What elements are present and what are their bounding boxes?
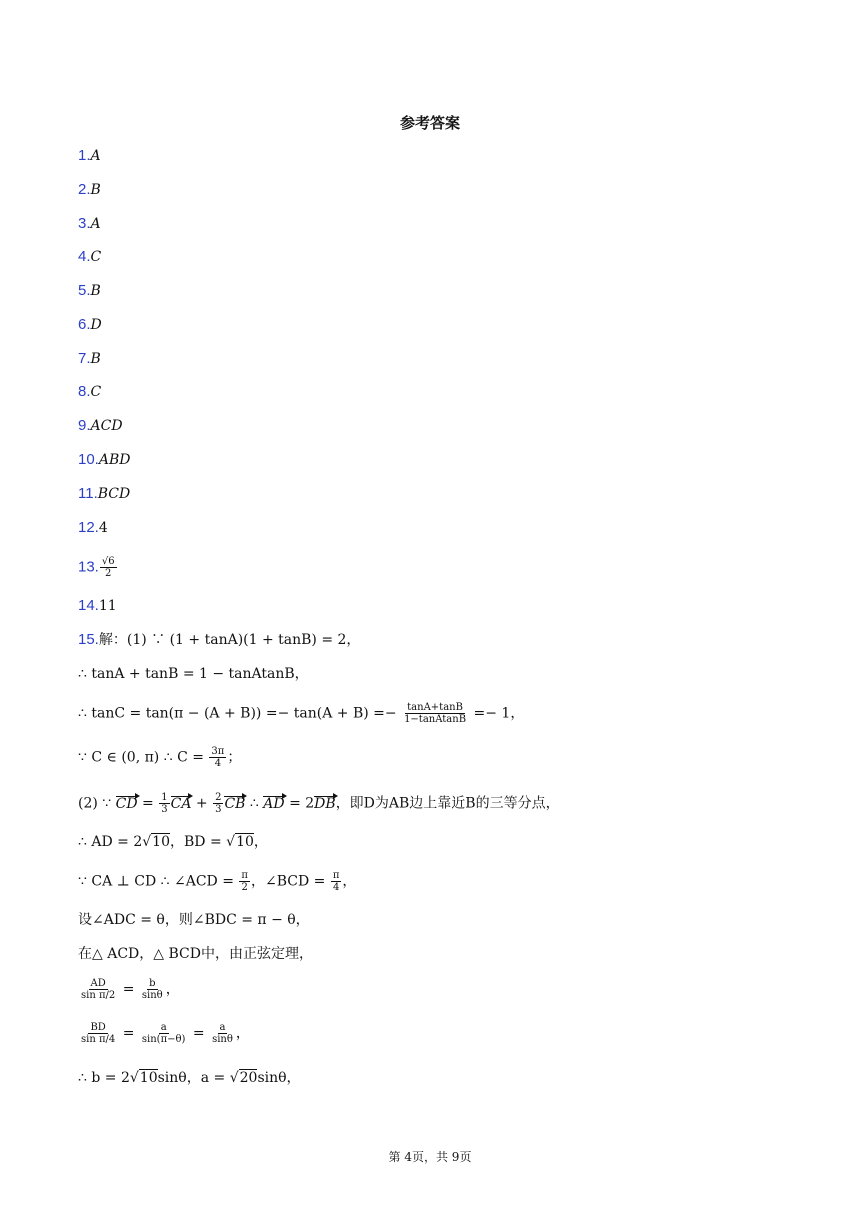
answer-item (78, 556, 118, 579)
answer-value: ABD (98, 452, 131, 468)
answer-item (78, 416, 123, 436)
answer-value: 4 (98, 520, 108, 536)
answer-item (78, 596, 117, 616)
answer-item (78, 484, 130, 504)
answer-item (78, 214, 101, 234)
question-number: 13. (78, 558, 99, 576)
answer-item (78, 450, 130, 470)
answer-value: B (90, 351, 101, 367)
solution-text: ∴ tanA + tanB = 1 − tanAtanB， (78, 666, 309, 682)
solution-text: ， (165, 981, 180, 998)
fraction: $\frac{BD}{\text{sin π/4}}$ (81, 1022, 116, 1045)
answer-item (78, 349, 101, 369)
page-footer: 第 4页，共 9页 (388, 1150, 472, 1164)
answer-item (78, 315, 102, 335)
fraction: $\frac{1}{3}$ (161, 792, 168, 815)
question-number: 14. (78, 597, 99, 614)
sqrt-radicand: 20 (239, 1070, 258, 1086)
sqrt-radicand: 10 (139, 1070, 158, 1086)
sqrt-radicand: 10 (152, 834, 170, 850)
q15-line-12: ∴ b = 2√10sinθ，a = √20sinθ， (78, 1070, 301, 1086)
q15-line-1 (78, 630, 360, 650)
question-number: 10. (78, 451, 99, 468)
question-number: 5. (78, 282, 91, 299)
answer-item (78, 518, 108, 538)
answer-value: C (90, 384, 102, 400)
question-number: 7. (78, 350, 91, 367)
solution-text: ∴ b = 2 (78, 1070, 130, 1086)
fraction: $\frac{b}{\sin\theta}$ (141, 978, 163, 1001)
q15-line-10 (78, 978, 180, 1001)
solution-text: 设∠ADC = θ，则∠BDC = π − θ， (78, 912, 310, 928)
q15-line-7 (78, 870, 356, 893)
answer-value: BCD (97, 486, 131, 502)
vector-cd: CD (115, 795, 138, 812)
answer-value: 11 (98, 598, 117, 614)
solution-text: ∵ C ∈ (0, π) ∴ C = (78, 749, 204, 766)
page-title: 参考答案 (399, 114, 460, 132)
answer-item (78, 146, 101, 166)
answer-item (78, 247, 101, 267)
solution-text: sinθ，a = (157, 1070, 226, 1086)
solution-text: ， (253, 834, 268, 850)
vector-cb: CB (224, 795, 246, 812)
question-number: 11. (78, 485, 98, 502)
solution-text: ，∠BCD = (250, 873, 326, 890)
solution-text: sinθ， (257, 1070, 301, 1086)
fraction: $\frac{a}{\sin(\pi-\theta)}$ (141, 1022, 186, 1045)
solution-text: ， (342, 873, 357, 890)
solution-text: =− 1， (473, 705, 525, 722)
answer-value: C (90, 249, 102, 265)
question-number: 9. (78, 417, 91, 434)
fraction: $\frac{AD}{\text{sin π/2}}$ (81, 978, 116, 1001)
answer-value: D (90, 317, 102, 333)
fraction: $\frac{2}{3}$ (215, 792, 222, 815)
vector-db: DB (314, 795, 336, 812)
fraction: $\frac{3\pi}{4}$ (211, 746, 225, 769)
solution-text: ∴ AD = 2 (78, 834, 143, 850)
q15-line-3 (78, 702, 524, 725)
q15-line-2 (78, 664, 309, 684)
vector-ca: CA (170, 795, 192, 812)
solution-text: ∵ CA ⊥ CD ∴ ∠ACD = (78, 873, 234, 890)
solution-text: ， (235, 1025, 250, 1042)
vector-ad: AD (263, 795, 285, 812)
q15-line-11 (78, 1022, 250, 1045)
solution-text: ∴ (249, 795, 259, 812)
q15-line-6: ∴ AD = 2√10，BD = √10， (78, 834, 268, 850)
answer-value: A (90, 216, 101, 232)
question-number: 6. (78, 316, 91, 333)
question-number: 15. (78, 631, 99, 648)
q15-line-4 (78, 746, 241, 769)
solution-text: = (122, 1025, 135, 1042)
solution-text: ； (227, 749, 242, 766)
q15-line-9 (78, 944, 313, 964)
solution-text: (2) ∵ (78, 795, 112, 812)
solution-text: = (192, 1025, 205, 1042)
solution-text: 在△ ACD，△ BCD中，由正弦定理， (78, 946, 313, 962)
fraction: $\frac{\pi}{4}$ (332, 870, 340, 893)
question-number: 12. (78, 519, 99, 536)
answer-item (78, 281, 101, 301)
fraction: $\frac{a}{\sin\theta}$ (212, 1022, 233, 1045)
question-number: 3. (78, 215, 91, 232)
solution-text: = (142, 795, 154, 812)
answer-value: ACD (90, 418, 123, 434)
solution-text: ，即D为AB边上靠近B的三等分点， (335, 795, 560, 812)
solution-text: 解：(1) ∵ (1 + tanA)(1 + tanB) = 2， (98, 632, 361, 648)
answer-item (78, 180, 101, 200)
solution-text: = (122, 981, 135, 998)
solution-text: = 2 (289, 795, 315, 812)
answer-value: B (90, 182, 101, 198)
fraction: $\frac{\tan A+\tan B}{\text{1−tanAtanB}}$ (404, 702, 467, 725)
fraction: $\frac{\pi}{2}$ (241, 870, 248, 893)
solution-text: ，BD = (169, 834, 222, 850)
question-number: 2. (78, 181, 91, 198)
solution-text: + (195, 795, 208, 812)
question-number: 8. (78, 383, 91, 400)
answer-value: A (90, 148, 101, 164)
solution-text: ∴ tanC = tan(π − (A + B)) =− tan(A + B) =− (78, 705, 397, 722)
answer-fraction: $\frac{√6}{2}$ (101, 556, 115, 579)
q15-line-8 (78, 910, 310, 930)
q15-line-5 (78, 792, 560, 815)
answer-item (78, 382, 101, 402)
answer-value: B (90, 283, 101, 299)
sqrt-radicand: 10 (236, 834, 254, 850)
question-number: 4. (78, 248, 91, 265)
question-number: 1. (78, 147, 91, 164)
